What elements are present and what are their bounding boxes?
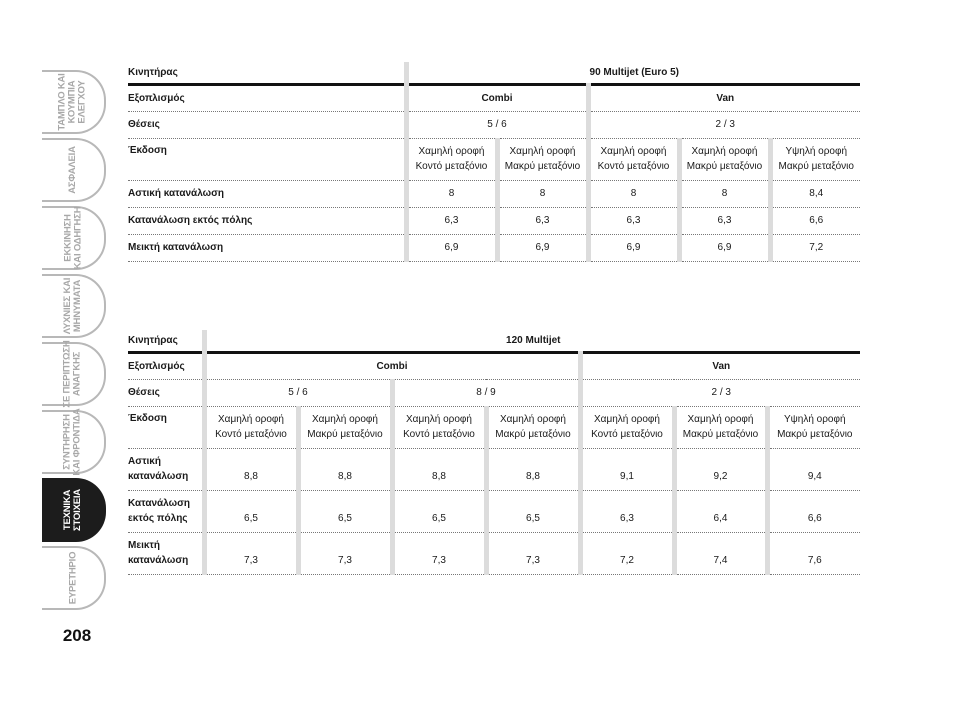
table-row xyxy=(128,379,860,406)
roof-text: Χαμηλή οροφή xyxy=(406,414,472,425)
label-line: εκτός πόλης xyxy=(128,513,188,524)
value-cell: 6,3 xyxy=(580,490,674,532)
combined-label: Μεικτή κατανάλωση xyxy=(128,234,406,261)
tab-warning-lights[interactable] xyxy=(42,274,106,338)
value-cell: 7,3 xyxy=(298,532,392,574)
wheelbase-text: Μακρύ μεταξόνιο xyxy=(307,429,383,440)
label-line: Αστική xyxy=(128,456,161,467)
equipment-label: Εξοπλισμός xyxy=(128,352,204,379)
urban-label: Αστική κατανάλωση xyxy=(128,180,406,207)
value-cell: 6,5 xyxy=(392,490,486,532)
table-row xyxy=(128,406,860,448)
extra-urban-label: Κατανάλωση εκτός πόλης xyxy=(128,207,406,234)
seats-label: Θέσεις xyxy=(128,111,406,138)
version-cell xyxy=(298,406,392,448)
value-cell: 6,9 xyxy=(588,234,679,261)
value-cell: 6,6 xyxy=(770,207,860,234)
table-row xyxy=(128,111,860,138)
value-cell: 8 xyxy=(406,180,497,207)
table-row xyxy=(128,84,860,111)
wheelbase-text: Κοντό μεταξόνιο xyxy=(591,429,663,440)
equipment-label: Εξοπλισμός xyxy=(128,84,406,111)
value-cell: 8,8 xyxy=(392,448,486,490)
table-row xyxy=(128,490,860,532)
tab-label: ΣΕ ΠΕΡΙΠΤΩΣΗ ΑΝΑΓΚΗΣ xyxy=(62,340,83,408)
tab-emergency[interactable] xyxy=(42,342,106,406)
equipment-van: Van xyxy=(588,84,860,111)
roof-text: Υψηλή οροφή xyxy=(783,414,846,425)
engine-label: Κινητήρας xyxy=(128,330,204,352)
value-cell: 8,8 xyxy=(486,448,580,490)
engine-label: Κινητήρας xyxy=(128,62,406,84)
version-label: Έκδοση xyxy=(128,138,406,180)
consumption-table-90-multijet xyxy=(128,62,860,262)
seats-combi: 5 / 6 xyxy=(406,111,588,138)
value-cell: 7,2 xyxy=(770,234,860,261)
value-cell: 8,8 xyxy=(298,448,392,490)
version-cell xyxy=(767,406,860,448)
tab-starting-driving[interactable] xyxy=(42,206,106,270)
equipment-combi: Combi xyxy=(406,84,588,111)
roof-text: Χαμηλή οροφή xyxy=(600,146,667,157)
value-cell: 8 xyxy=(497,180,588,207)
wheelbase-text: Κοντό μεταξόνιο xyxy=(415,161,488,172)
version-cell xyxy=(770,138,860,180)
value-cell: 7,6 xyxy=(767,532,860,574)
version-cell xyxy=(392,406,486,448)
seats-combi-b: 8 / 9 xyxy=(392,379,580,406)
version-cell xyxy=(679,138,770,180)
version-cell xyxy=(486,406,580,448)
value-cell: 7,4 xyxy=(674,532,767,574)
value-cell: 6,5 xyxy=(298,490,392,532)
value-cell: 8 xyxy=(588,180,679,207)
label-line: Μεικτή xyxy=(128,540,161,551)
seats-van: 2 / 3 xyxy=(580,379,860,406)
version-cell xyxy=(588,138,679,180)
consumption-table-120-multijet xyxy=(128,330,860,575)
label-line: Κατανάλωση xyxy=(128,498,191,509)
value-cell: 6,6 xyxy=(767,490,860,532)
table-header-row xyxy=(128,330,860,352)
tab-label: ΕΚΚΙΝΗΣΗ ΚΑΙ ΟΔΗΓΗΣΗ xyxy=(62,206,84,270)
wheelbase-text: Κοντό μεταξόνιο xyxy=(403,429,475,440)
value-cell: 6,3 xyxy=(497,207,588,234)
equipment-van: Van xyxy=(580,352,860,379)
roof-text: Χαμηλή οροφή xyxy=(509,146,576,157)
label-line: κατανάλωση xyxy=(128,471,189,482)
tab-safety[interactable] xyxy=(42,138,106,202)
wheelbase-text: Μακρύ μεταξόνιο xyxy=(682,429,759,440)
table-row xyxy=(128,234,860,261)
tab-maintenance[interactable] xyxy=(42,410,106,474)
table-row xyxy=(128,207,860,234)
value-cell: 7,3 xyxy=(392,532,486,574)
value-cell: 9,4 xyxy=(767,448,860,490)
version-cell xyxy=(406,138,497,180)
roof-text: Χαμηλή οροφή xyxy=(691,146,758,157)
tab-dashboard-controls[interactable] xyxy=(42,70,106,134)
version-cell xyxy=(674,406,767,448)
version-cell xyxy=(204,406,298,448)
value-cell: 9,2 xyxy=(674,448,767,490)
engine-name: 120 Multijet xyxy=(204,330,860,352)
value-cell: 6,9 xyxy=(679,234,770,261)
roof-text: Χαμηλή οροφή xyxy=(687,414,754,425)
table-header-row xyxy=(128,62,860,84)
value-cell: 8,8 xyxy=(204,448,298,490)
value-cell: 6,4 xyxy=(674,490,767,532)
wheelbase-text: Κοντό μεταξόνιο xyxy=(597,161,670,172)
value-cell: 6,3 xyxy=(588,207,679,234)
seats-combi-a: 5 / 6 xyxy=(204,379,392,406)
label-line: κατανάλωση xyxy=(128,555,189,566)
wheelbase-text: Κοντό μεταξόνιο xyxy=(215,429,287,440)
wheelbase-text: Μακρύ μεταξόνιο xyxy=(686,161,763,172)
page-number: 208 xyxy=(62,626,92,645)
value-cell: 7,2 xyxy=(580,532,674,574)
roof-text: Υψηλή οροφή xyxy=(785,146,848,157)
value-cell: 9,1 xyxy=(580,448,674,490)
value-cell: 7,3 xyxy=(486,532,580,574)
roof-text: Χαμηλή οροφή xyxy=(594,414,660,425)
tab-label: ΑΣΦΑΛΕΙΑ xyxy=(66,146,78,194)
tab-label: ΛΥΧΝΙΕΣ ΚΑΙ ΜΗΝΥΜΑΤΑ xyxy=(61,277,83,335)
wheelbase-text: Μακρύ μεταξόνιο xyxy=(778,161,854,172)
equipment-combi: Combi xyxy=(204,352,580,379)
extra-urban-label xyxy=(128,490,204,532)
wheelbase-text: Μακρύ μεταξόνιο xyxy=(495,429,571,440)
combined-label xyxy=(128,532,204,574)
tab-index[interactable] xyxy=(42,546,106,610)
roof-text: Χαμηλή οροφή xyxy=(312,414,378,425)
value-cell: 7,3 xyxy=(204,532,298,574)
wheelbase-text: Μακρύ μεταξόνιο xyxy=(777,429,853,440)
engine-name: 90 Multijet (Euro 5) xyxy=(406,62,860,84)
tab-label: ΤΑΜΠΛΟ ΚΑΙ ΚΟΥΜΠΙΑ ΕΛΕΓΧΟΥ xyxy=(57,73,88,131)
tab-label: ΕΥΡΕΤΗΡΙΟ xyxy=(66,551,78,605)
value-cell: 8,4 xyxy=(770,180,860,207)
value-cell: 6,5 xyxy=(486,490,580,532)
roof-text: Χαμηλή οροφή xyxy=(418,146,485,157)
tab-technical-data[interactable] xyxy=(42,478,106,542)
value-cell: 6,3 xyxy=(679,207,770,234)
table-row xyxy=(128,448,860,490)
seats-van: 2 / 3 xyxy=(588,111,860,138)
value-cell: 6,9 xyxy=(497,234,588,261)
value-cell: 6,9 xyxy=(406,234,497,261)
version-cell xyxy=(497,138,588,180)
table-row xyxy=(128,138,860,180)
version-cell xyxy=(580,406,674,448)
urban-label xyxy=(128,448,204,490)
table-row xyxy=(128,180,860,207)
value-cell: 6,3 xyxy=(406,207,497,234)
wheelbase-text: Μακρύ μεταξόνιο xyxy=(504,161,581,172)
value-cell: 8 xyxy=(679,180,770,207)
table-row xyxy=(128,352,860,379)
version-label: Έκδοση xyxy=(128,406,204,448)
value-cell: 6,5 xyxy=(204,490,298,532)
roof-text: Χαμηλή οροφή xyxy=(218,414,284,425)
tab-label: ΤΕΧΝΙΚΑ ΣΤΟΙΧΕΙΑ xyxy=(62,489,83,531)
table-row xyxy=(128,532,860,574)
roof-text: Χαμηλή οροφή xyxy=(500,414,566,425)
seats-label: Θέσεις xyxy=(128,379,204,406)
tab-label: ΣΥΝΤΗΡΗΣΗ ΚΑΙ ΦΡΟΝΤΙΔΑ xyxy=(62,408,83,476)
